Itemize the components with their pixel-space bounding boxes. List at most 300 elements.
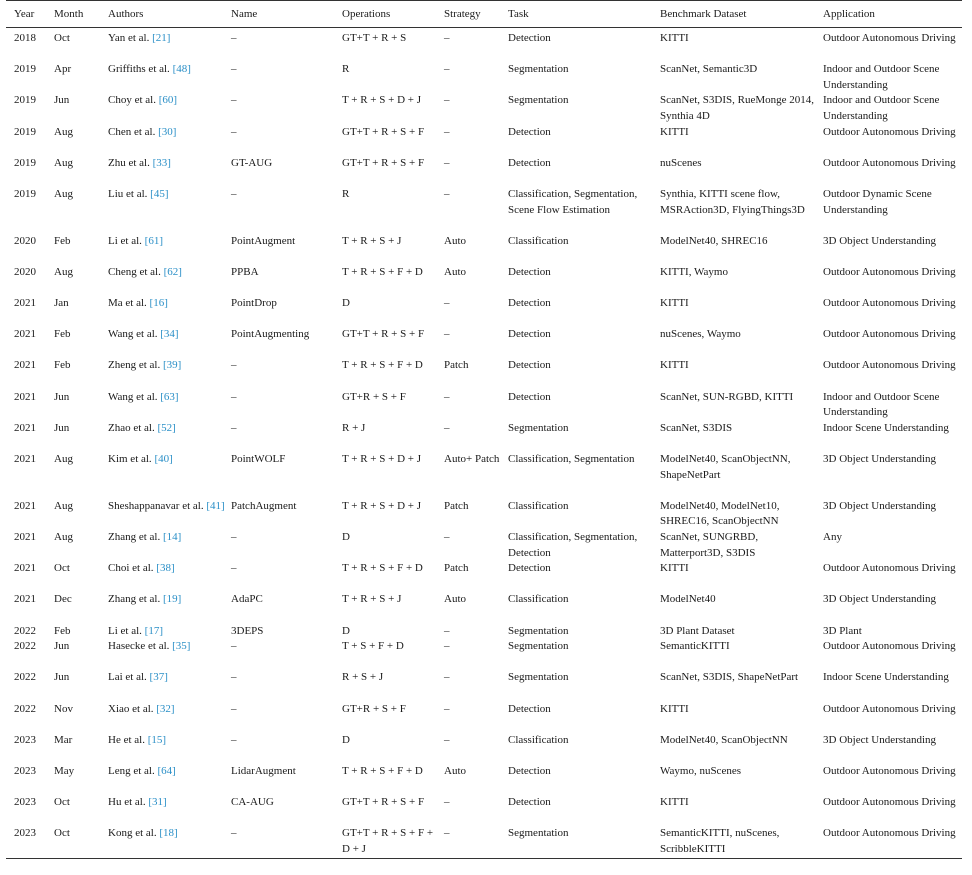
cell-authors [106, 358, 229, 389]
cell-strategy: Patch [444, 359, 469, 372]
cell-task: Detection [508, 359, 551, 372]
citation-link[interactable]: [16] [149, 297, 168, 310]
header-task: Task [506, 1, 658, 28]
cell-year: 2019 [14, 125, 36, 138]
cell-task: Segmentation [508, 63, 569, 76]
cell-month: Oct [54, 562, 70, 575]
cell-year: 2021 [14, 328, 36, 341]
table-row [6, 795, 962, 826]
cell-name: – [229, 826, 340, 858]
cell-name: – [231, 562, 237, 575]
cell-task: Segmentation [508, 640, 569, 653]
cell-name: – [231, 359, 237, 372]
author-text: Liu et al. [108, 187, 148, 200]
cell-name: GT-AUG [231, 156, 273, 169]
cell-task: Detection [508, 297, 551, 310]
author-text: Li et al. [108, 624, 142, 637]
cell-operations: GT+T + R + S + F [342, 328, 425, 341]
cell-authors [106, 530, 229, 561]
citation-link[interactable]: [31] [148, 796, 167, 809]
cell-application: Outdoor Autonomous Driving [823, 32, 956, 44]
table-row [6, 390, 962, 421]
cell-name: – [231, 63, 237, 76]
cell-year: 2021 [14, 562, 36, 575]
cell-year: 2021 [14, 390, 36, 403]
cell-operations: T + R + S + F + D [342, 359, 423, 372]
cell-authors [106, 764, 229, 795]
cell-task: Segmentation [508, 421, 569, 434]
cell-strategy: – [444, 796, 450, 809]
author-text: Sheshappanavar et al. [108, 499, 204, 512]
cell-application: Indoor and Outdoor Scene Understanding [823, 390, 940, 419]
cell-year: 2019 [14, 156, 36, 169]
cell-year: 2023 [14, 764, 36, 777]
cell-operations: T + R + S + J [342, 593, 402, 606]
cell-authors [106, 452, 229, 499]
header-benchmark: Benchmark Dataset [658, 1, 821, 28]
citation-link[interactable]: [33] [152, 156, 171, 169]
cell-benchmark: ScanNet, S3DIS, RueMonge 2014, Synthia 4D [660, 94, 814, 122]
cell-operations: GT+T + R + S + F [342, 796, 425, 809]
cell-year: 2021 [14, 359, 36, 372]
cell-benchmark: ScanNet, Semantic3D [660, 63, 758, 76]
cell-month: Aug [54, 156, 73, 169]
citation-link[interactable]: [61] [144, 234, 163, 247]
cell-task: Detection [508, 156, 551, 169]
cell-operations: T + S + F + D [342, 640, 404, 653]
cell-operations: GT+T + R + S + F + D + J [340, 826, 442, 858]
cell-authors [106, 28, 229, 63]
cell-authors [106, 561, 229, 592]
cell-application: Outdoor Autonomous Driving [823, 125, 956, 138]
cell-name: PointWOLF [231, 453, 286, 466]
cell-application: 3D Object Understanding [823, 234, 937, 247]
table-row [6, 265, 962, 296]
table-body [6, 28, 962, 859]
cell-month: Oct [52, 826, 106, 858]
cell-application: Indoor and Outdoor Scene Understanding [823, 63, 940, 91]
author-text: Li et al. [108, 234, 142, 247]
cell-month: Mar [54, 733, 73, 746]
cell-authors [106, 639, 229, 670]
table-row [6, 530, 962, 561]
cell-name: PPBA [231, 265, 259, 278]
cell-year: 2022 [14, 671, 36, 684]
cell-benchmark: SemanticKITTI, nuScenes, ScribbleKITTI [658, 826, 821, 858]
cell-month: Feb [54, 624, 71, 637]
cell-benchmark: 3D Plant Dataset [660, 624, 735, 637]
author-text: Griffiths et al. [108, 63, 170, 76]
cell-month: Aug [54, 265, 73, 278]
author-text: Zheng et al. [108, 359, 161, 372]
cell-operations: GT+T + R + S + F [342, 156, 425, 169]
cell-year: 2023 [14, 733, 36, 746]
augmentation-methods-table [6, 0, 962, 859]
cell-authors [106, 93, 229, 124]
table-header-row [6, 1, 962, 28]
cell-benchmark: ScanNet, SUN-RGBD, KITTI [660, 390, 794, 403]
cell-benchmark: ModelNet40, ScanObjectNN, ShapeNetPart [660, 453, 791, 481]
author-text: Ma et al. [108, 297, 147, 310]
cell-application: Outdoor Autonomous Driving [823, 796, 956, 809]
citation-link[interactable]: [60] [158, 94, 178, 107]
table-row [6, 234, 962, 265]
author-text: Xiao et al. [108, 702, 154, 715]
cell-month: Feb [54, 359, 71, 372]
author-text: Yan et al. [108, 32, 150, 44]
citation-link[interactable]: [63] [160, 390, 179, 403]
author-text: Zhu et al. [108, 156, 150, 169]
cell-task: Classification [508, 499, 569, 512]
cell-authors [106, 187, 229, 234]
cell-benchmark: ModelNet40 [660, 593, 716, 606]
author-text: Wang et al. [108, 390, 158, 403]
cell-application: Outdoor Autonomous Driving [823, 359, 956, 372]
cell-application: Any [823, 531, 842, 544]
cell-operations: D [342, 531, 350, 544]
cell-year: 2021 [14, 593, 36, 606]
cell-operations: T + R + S + D + J [342, 94, 422, 107]
cell-year: 2021 [14, 297, 36, 310]
cell-name: PointAugmenting [231, 328, 310, 341]
cell-task: Segmentation [508, 94, 569, 107]
cell-authors [106, 733, 229, 764]
table-row [6, 733, 962, 764]
cell-application: 3D Object Understanding [823, 499, 937, 512]
cell-benchmark: SemanticKITTI [660, 640, 730, 653]
author-text: Hasecke et al. [108, 640, 170, 653]
cell-month: Aug [54, 531, 73, 544]
table-row [6, 421, 962, 452]
cell-application: Outdoor Dynamic Scene Understanding [823, 187, 932, 216]
cell-authors [106, 826, 229, 858]
cell-month: Oct [54, 796, 70, 809]
citation-link[interactable]: [35] [172, 640, 191, 653]
header-application: Application [821, 1, 962, 28]
table-row [6, 28, 962, 63]
cell-authors [106, 795, 229, 826]
citation-link[interactable]: [32] [156, 702, 175, 715]
cell-year: 2021 [14, 531, 36, 544]
cell-strategy: Auto [444, 265, 466, 278]
cell-month: Nov [54, 702, 73, 715]
cell-task: Detection [508, 796, 551, 809]
cell-task: Detection [508, 764, 551, 777]
cell-task: Segmentation [508, 671, 569, 684]
cell-name: – [231, 702, 237, 715]
cell-operations: T + R + S + F + D [342, 562, 423, 575]
header-strategy: Strategy [442, 1, 506, 28]
cell-task: Classification, Segmentation [508, 453, 635, 466]
author-text: Choy et al. [108, 94, 156, 107]
cell-month: Jan [54, 297, 69, 310]
author-text: Leng et al. [108, 764, 155, 777]
citation-link[interactable]: [40] [154, 453, 173, 466]
cell-task: Detection [508, 125, 551, 138]
cell-authors [106, 296, 229, 327]
cell-benchmark: KITTI [660, 125, 689, 138]
cell-authors [106, 234, 229, 265]
cell-name: – [231, 733, 237, 746]
cell-month: Jun [54, 421, 70, 434]
cell-task: Segmentation [508, 624, 569, 637]
cell-benchmark: KITTI [660, 796, 689, 809]
cell-strategy: Auto+ Patch [444, 453, 500, 466]
cell-strategy: Auto [444, 234, 466, 247]
cell-operations: D [342, 297, 350, 310]
cell-task: Detection [508, 265, 551, 278]
cell-year: 2022 [14, 624, 36, 637]
cell-month: Aug [54, 125, 73, 138]
cell-operations: R + J [342, 421, 366, 434]
cell-year: 2019 [14, 63, 36, 76]
cell-month: Aug [54, 187, 73, 200]
author-text: He et al. [108, 733, 145, 746]
cell-year: 2022 [14, 702, 36, 715]
cell-year: 2022 [14, 640, 36, 653]
cell-strategy: – [444, 156, 450, 169]
table-container [6, 0, 962, 859]
cell-operations: GT+R + S + F [342, 702, 406, 715]
cell-task: Classification [508, 234, 569, 247]
author-text: Hu et al. [108, 796, 146, 809]
cell-strategy: – [444, 63, 450, 76]
cell-year: 2018 [14, 32, 36, 44]
cell-benchmark: Waymo, nuScenes [660, 764, 741, 777]
cell-benchmark: ModelNet40, ModelNet10, SHREC16, ScanObjectNN [660, 499, 780, 528]
cell-authors [106, 592, 229, 623]
cell-task: Segmentation [506, 826, 658, 858]
citation-link[interactable]: [14] [162, 531, 182, 544]
cell-strategy: Patch [444, 562, 469, 575]
cell-authors [106, 421, 229, 452]
cell-benchmark: ScanNet, SUNGRBD, Matterport3D, S3DIS [660, 531, 759, 559]
cell-task: Detection [508, 328, 551, 341]
cell-application: Outdoor Autonomous Driving [823, 328, 956, 341]
author-text: Chen et al. [108, 125, 156, 138]
cell-name: LidarAugment [231, 764, 296, 777]
table-row [6, 327, 962, 358]
cell-month: Dec [54, 593, 72, 606]
cell-authors [106, 624, 229, 640]
cell-application: Outdoor Autonomous Driving [821, 826, 962, 858]
table-row [6, 125, 962, 156]
cell-strategy: Auto [444, 764, 466, 777]
cell-application: Indoor Scene Understanding [823, 421, 949, 434]
cell-strategy: – [444, 671, 450, 684]
cell-year: 2019 [14, 187, 36, 200]
cell-year: 2021 [14, 453, 36, 466]
cell-task: Classification [508, 733, 569, 746]
header-name: Name [229, 1, 340, 28]
cell-name: CA-AUG [231, 796, 274, 809]
cell-benchmark: KITTI [660, 562, 689, 575]
table-row [6, 296, 962, 327]
cell-month: Feb [54, 234, 71, 247]
author-text: Wang et al. [108, 328, 158, 341]
cell-year: 2019 [14, 94, 36, 107]
citation-link[interactable]: [34] [160, 328, 179, 341]
citation-link[interactable]: [45] [150, 187, 169, 200]
cell-strategy: – [444, 125, 450, 138]
cell-authors [106, 499, 229, 530]
header-operations: Operations [340, 1, 442, 28]
cell-strategy: – [444, 94, 450, 107]
citation-link[interactable]: [30] [158, 125, 177, 138]
cell-benchmark: ModelNet40, SHREC16 [660, 234, 768, 247]
header-year: Year [6, 1, 52, 28]
cell-strategy: – [444, 624, 450, 637]
author-text: Lai et al. [108, 671, 147, 684]
cell-operations: R [342, 187, 350, 200]
table-row [6, 452, 962, 499]
cell-year: 2020 [14, 234, 36, 247]
cell-year: 2023 [14, 796, 36, 809]
cell-task: Classification, Segmentation, Scene Flow Estimation [508, 187, 638, 216]
author-text: Zhang et al. [108, 531, 161, 544]
cell-name: 3DEPS [231, 624, 264, 637]
cell-benchmark: KITTI [660, 297, 689, 310]
cell-year: 2020 [14, 265, 36, 278]
cell-operations: T + R + S + F + D [342, 764, 423, 777]
cell-month: Aug [54, 453, 73, 466]
citation-link[interactable]: [21] [152, 32, 171, 44]
cell-name: PatchAugment [231, 499, 297, 512]
cell-year: 2021 [14, 421, 36, 434]
cell-strategy: – [444, 187, 450, 200]
cell-operations: T + R + S + D + J [342, 499, 422, 512]
cell-month: Jun [54, 671, 70, 684]
citation-link[interactable]: [19] [162, 593, 182, 606]
author-text: Kong et al. [108, 827, 157, 840]
cell-benchmark: nuScenes, Waymo [660, 328, 741, 341]
cell-application: 3D Object Understanding [823, 593, 937, 606]
table-row [6, 639, 962, 670]
cell-authors [106, 327, 229, 358]
citation-link[interactable]: [41] [206, 499, 225, 512]
cell-name: PointDrop [231, 297, 277, 310]
cell-authors [106, 265, 229, 296]
cell-operations: GT+R + S + F [342, 390, 406, 403]
cell-operations: GT+T + R + S + F [342, 125, 425, 138]
citation-link[interactable]: [62] [163, 265, 182, 278]
citation-link[interactable]: [17] [144, 624, 163, 637]
cell-benchmark: KITTI [660, 32, 689, 44]
cell-name: – [231, 640, 237, 653]
table-row [6, 156, 962, 187]
citation-link[interactable]: [48] [172, 63, 191, 76]
cell-year: 2023 [6, 826, 52, 858]
citation-link[interactable]: [18] [159, 827, 178, 840]
cell-benchmark: ModelNet40, ScanObjectNN [660, 733, 788, 746]
citation-link[interactable]: [64] [157, 764, 176, 777]
cell-month: Oct [54, 32, 70, 44]
cell-authors [106, 390, 229, 421]
cell-task: Classification, Segmentation, Detection [508, 531, 638, 559]
cell-application: 3D Object Understanding [823, 453, 937, 466]
cell-benchmark: KITTI [660, 359, 689, 372]
cell-application: 3D Plant [823, 624, 862, 637]
cell-application: Indoor Scene Understanding [823, 671, 949, 684]
cell-name: – [231, 125, 237, 138]
cell-strategy: – [444, 733, 450, 746]
cell-strategy: – [444, 328, 450, 341]
cell-operations: T + R + S + J [342, 234, 402, 247]
cell-task: Detection [508, 32, 551, 44]
cell-operations: R + S + J [342, 671, 384, 684]
table-row [6, 624, 962, 640]
cell-application: Outdoor Autonomous Driving [823, 640, 956, 653]
table-row [6, 670, 962, 701]
cell-strategy: Patch [444, 499, 469, 512]
cell-name: – [231, 187, 237, 200]
cell-operations: T + R + S + D + J [342, 453, 422, 466]
cell-name: – [231, 32, 237, 44]
cell-year: 2021 [14, 499, 36, 512]
table-row [6, 499, 962, 530]
cell-benchmark: Synthia, KITTI scene flow, MSRAction3D, FlyingThings3D [660, 187, 805, 216]
cell-operations: D [342, 733, 350, 746]
table-row [6, 62, 962, 93]
table-row [6, 187, 962, 234]
table-row [6, 93, 962, 124]
cell-strategy: Auto [444, 593, 466, 606]
cell-month: May [54, 764, 75, 777]
cell-benchmark: KITTI, Waymo [660, 265, 728, 278]
table-row [6, 764, 962, 795]
citation-link[interactable]: [15] [147, 733, 167, 746]
cell-task: Detection [508, 562, 551, 575]
cell-name: AdaPC [231, 593, 263, 606]
cell-name: – [231, 531, 237, 544]
citation-link[interactable]: [37] [149, 671, 168, 684]
cell-benchmark: ScanNet, S3DIS, ShapeNetPart [660, 671, 799, 684]
table-row [6, 561, 962, 592]
cell-authors [106, 702, 229, 733]
cell-application: Outdoor Autonomous Driving [823, 702, 956, 715]
cell-application: Outdoor Autonomous Driving [823, 265, 956, 278]
cell-month: Jun [54, 390, 70, 403]
table-row [6, 592, 962, 623]
cell-month: Apr [54, 63, 72, 76]
cell-strategy: – [444, 32, 450, 44]
cell-month: Feb [54, 328, 71, 341]
cell-application: Indoor and Outdoor Scene Understanding [823, 94, 940, 122]
cell-strategy: – [444, 297, 450, 310]
cell-strategy: – [442, 826, 506, 858]
cell-strategy: – [444, 640, 450, 653]
header-authors: Authors [106, 1, 229, 28]
cell-application: Outdoor Autonomous Driving [823, 562, 956, 575]
cell-task: Detection [508, 702, 551, 715]
table-row [6, 826, 962, 858]
cell-application: 3D Object Understanding [823, 733, 937, 746]
citation-link[interactable]: [39] [162, 359, 182, 372]
cell-application: Outdoor Autonomous Driving [823, 764, 956, 777]
citation-link[interactable]: [38] [156, 562, 175, 575]
cell-name: – [231, 421, 237, 434]
cell-operations: GT+T + R + S [342, 32, 407, 44]
cell-operations: T + R + S + F + D [342, 265, 423, 278]
cell-operations: R [342, 63, 350, 76]
cell-task: Classification [508, 593, 569, 606]
author-text: Kim et al. [108, 453, 152, 466]
table-row [6, 358, 962, 389]
cell-benchmark: nuScenes [660, 156, 702, 169]
header-month: Month [52, 1, 106, 28]
citation-link[interactable]: [52] [157, 421, 176, 434]
cell-month: Jun [54, 640, 70, 653]
